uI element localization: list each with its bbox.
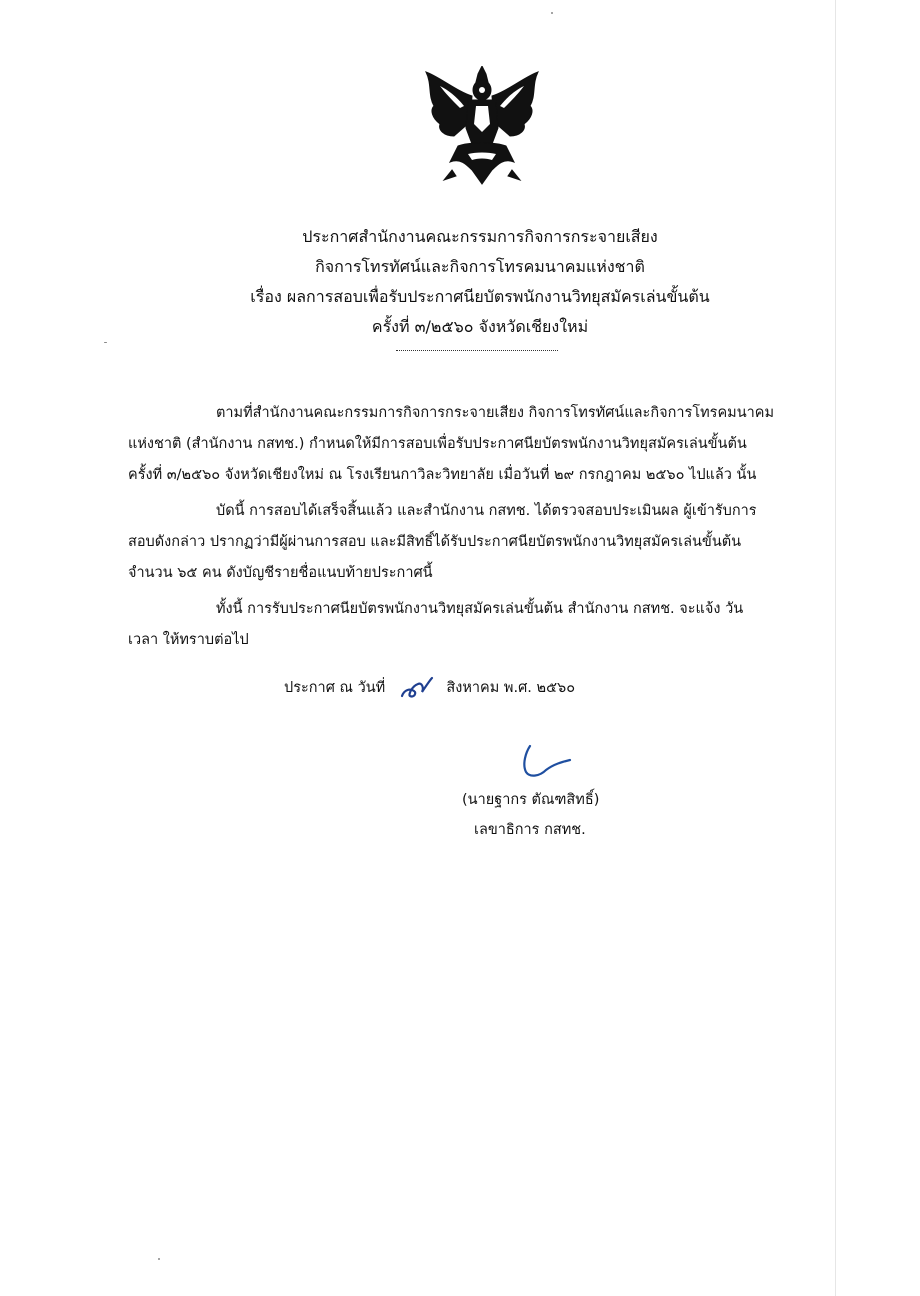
garuda-emblem-icon [418, 66, 546, 194]
signer-title: เลขาธิการ กสทช. [474, 822, 586, 838]
paragraph-2 [128, 496, 834, 589]
paragraph-1-line: ครั้งที่ ๓/๒๕๖๐ จังหวัดเชียงใหม่ ณ โรงเรียนกาวิละวิทยาลัย เมื่อวันที่ ๒๙ กรกฎาคม ๒๕๖๐ ไปแล้ว นั้น [128, 467, 757, 483]
paragraph-1-line: ตามที่สำนักงานคณะกรรมการกิจการกระจายเสียง กิจการโทรทัศน์และกิจการโทรคมนาคม [216, 405, 775, 421]
handwritten-day [398, 674, 434, 702]
paragraph-3 [128, 594, 834, 656]
paragraph-3-line: ทั้งนี้ การรับประกาศนียบัตรพนักงานวิทยุสมัครเล่นขั้นต้น สำนักงาน กสทช. จะแจ้ง วัน [216, 601, 744, 617]
signature-mark [516, 740, 576, 784]
page-edge [835, 0, 836, 1296]
announcement-date [284, 674, 575, 702]
paragraph-3-line: เวลา ให้ทราบต่อไป [128, 632, 249, 648]
paragraph-2-line: จำนวน ๖๕ คน ดังบัญชีรายชื่อแนบท้ายประกาศนี้ [128, 565, 433, 581]
heading-subject: เรื่อง ผลการสอบเพื่อรับประกาศนียบัตรพนักงานวิทยุสมัครเล่นขั้นต้น [250, 287, 710, 306]
scan-speck [551, 12, 553, 14]
date-prefix: ประกาศ ณ วันที่ [284, 680, 386, 696]
signer-name: (นายฐากร ตัณฑสิทธิ์) [462, 792, 600, 808]
scan-speck [158, 1258, 160, 1260]
date-suffix: สิงหาคม พ.ศ. ๒๕๖๐ [446, 680, 576, 696]
heading-line-2: กิจการโทรทัศน์และกิจการโทรคมนาคมแห่งชาติ [315, 257, 645, 276]
dotted-separator [396, 350, 558, 351]
paragraph-1 [128, 398, 834, 491]
scan-speck [104, 342, 107, 343]
paragraph-1-line: แห่งชาติ (สำนักงาน กสทช.) กำหนดให้มีการสอบเพื่อรับประกาศนียบัตรพนักงานวิทยุสมัครเล่นขั้นต้น [128, 436, 747, 452]
announcement-heading [180, 222, 780, 342]
heading-line-1: ประกาศสำนักงานคณะกรรมการกิจการกระจายเสียง [302, 227, 658, 246]
paragraph-2-line: สอบดังกล่าว ปรากฏว่ามีผู้ผ่านการสอบ และมีสิทธิ์ได้รับประกาศนียบัตรพนักงานวิทยุสมัครเล่นขั้นต้น [128, 534, 742, 550]
paragraph-2-line: บัดนี้ การสอบได้เสร็จสิ้นแล้ว และสำนักงาน กสทช. ได้ตรวจสอบประเมินผล ผู้เข้ารับการ [216, 503, 757, 519]
heading-round: ครั้งที่ ๓/๒๕๖๐ จังหวัดเชียงใหม่ [371, 317, 589, 336]
